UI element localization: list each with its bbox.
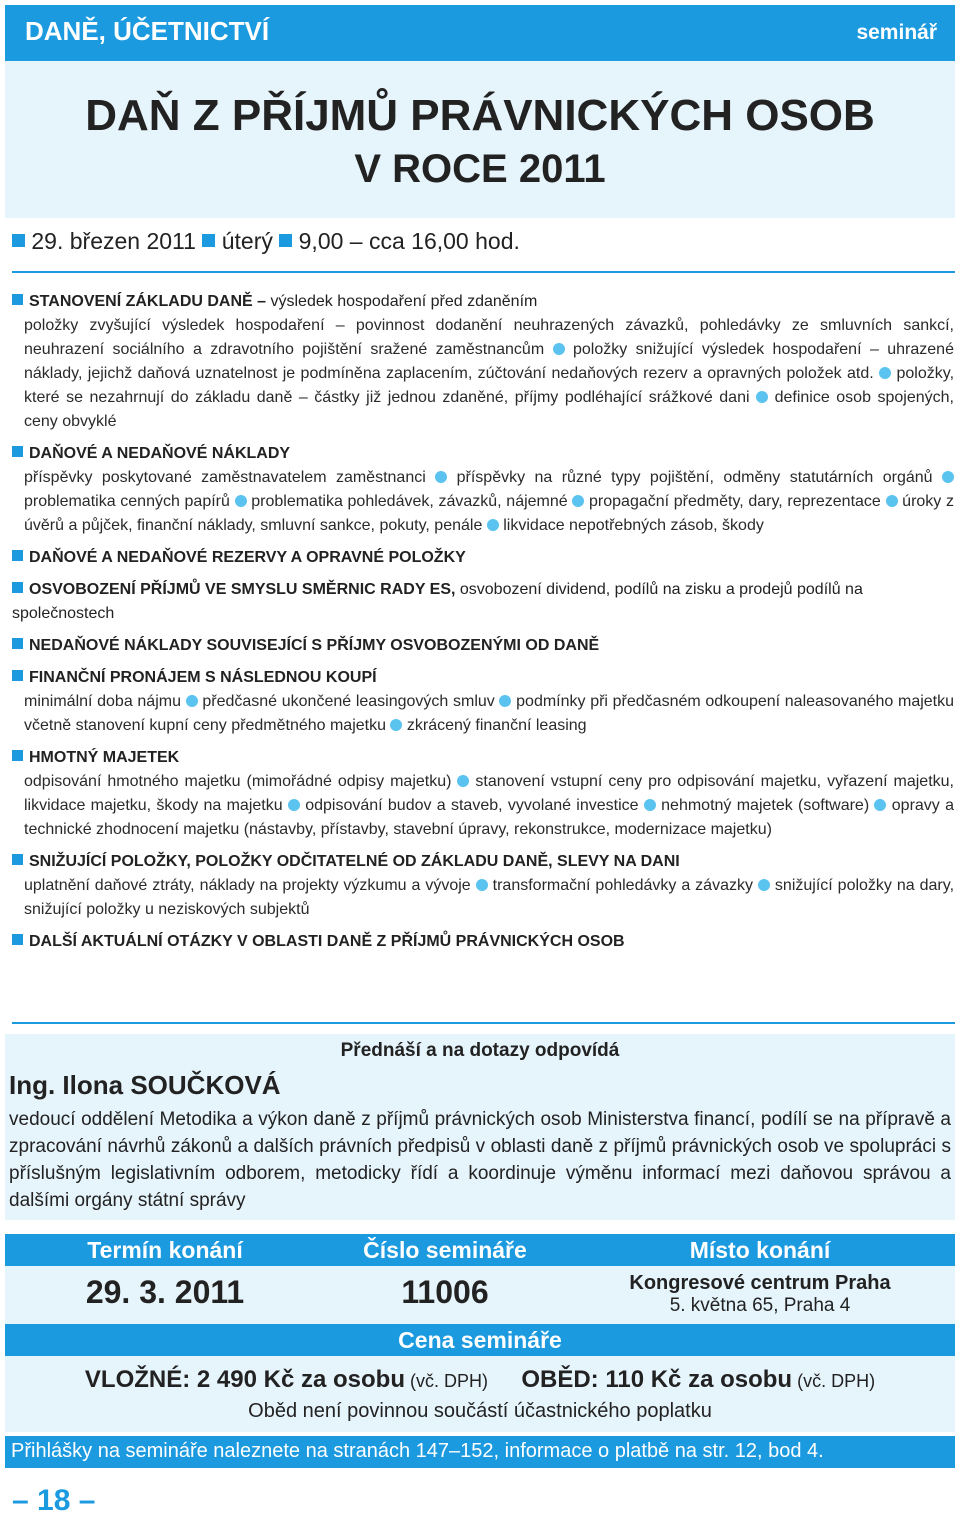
- square-bullet-icon: [12, 670, 23, 681]
- round-bullet-icon: [644, 799, 656, 811]
- round-bullet-icon: [235, 495, 247, 507]
- price-note: Oběd není povinnou součástí účastnického poplatku: [248, 1400, 712, 1422]
- round-bullet-icon: [288, 799, 300, 811]
- section-body: minimální doba nájmu předčasné ukončené leasingových smluv podmínky při předčasném odkoupení naleasovaného majetku včetně stanovení kupní ceny předmětného majetku zkrácený finanční leasing: [24, 693, 955, 734]
- square-bullet-icon: [12, 934, 23, 945]
- section-heading: SNIŽUJÍCÍ POLOŽKY, POLOŽKY ODČITATELNÉ OD ZÁKLADU DANĚ, SLEVY NA DANI: [29, 853, 680, 870]
- fee-value: VLOŽNÉ: 2 490 Kč za osobu: [84, 1366, 405, 1393]
- fee-note: (vč. DPH): [404, 1371, 488, 1391]
- price-header: [5, 1324, 955, 1356]
- price-body: [5, 1356, 955, 1432]
- section-heading: DALŠÍ AKTUÁLNÍ OTÁZKY V OBLASTI DANĚ Z PŘÍJMŮ PRÁVNICKÝCH OSOB: [29, 933, 625, 950]
- program: [12, 290, 954, 954]
- round-bullet-icon: [756, 391, 768, 403]
- section-body: odpisování hmotného majetku (mimořádné odpisy majetku) stanovení vstupní ceny pro odpisování majetku, vyřazení majetku, likvidace majetku, škody na majetku odpisování budov a staveb, vyvolané investice nehmotný majetek (software) opravy a technické zhodnocení majetku (nástavby, přístavby, stavební úpravy, rekonstrukce, modernizace majetku): [24, 773, 954, 838]
- square-bullet-icon: [12, 446, 23, 457]
- square-bullet-icon: [12, 638, 23, 649]
- square-bullet-icon: [12, 234, 25, 247]
- lunch-value: OBĚD: 110 Kč za osobu: [521, 1366, 793, 1393]
- square-bullet-icon: [12, 750, 23, 761]
- program-section: [12, 634, 954, 658]
- round-bullet-icon: [758, 879, 770, 891]
- round-bullet-icon: [476, 879, 488, 891]
- program-section: [12, 850, 954, 922]
- round-bullet-icon: [942, 471, 954, 483]
- page-subtitle: V ROCE 2011: [354, 147, 606, 191]
- venue-name: Kongresové centrum Praha: [629, 1272, 891, 1294]
- lecturer-description: vedoucí oddělení Metodika a výkon daně z příjmů právnických osob Ministerstva financí, podílí se na přípravě a zpracování návrhů zákonů a dalších právních předpisů v oblasti daně z příjmů právnických osob ve spolupráci s příslušným legislativním odborem, metodicky řídí a koordinuje výměnu informací mezi daňovou správou a dalšími orgány státní správy: [9, 1109, 951, 1211]
- title-block: [5, 61, 955, 218]
- footer-bar: [5, 1436, 955, 1468]
- lecturer-name: Ing. Ilona SOUČKOVÁ: [9, 1070, 281, 1100]
- seminar-number-label: Číslo semináře: [363, 1237, 527, 1263]
- round-bullet-icon: [553, 343, 565, 355]
- lecturer-label: Přednáší a na dotazy odpovídá: [340, 1040, 620, 1061]
- round-bullet-icon: [874, 799, 886, 811]
- venue-label: Místo konání: [689, 1237, 831, 1263]
- section-body: uplatnění daňové ztráty, náklady na projekty výzkumu a vývoje transformační pohledávky a závazky snižující položky na dary, snižující položky u neziskových subjektů: [24, 877, 955, 918]
- round-bullet-icon: [572, 495, 584, 507]
- section-heading: FINANČNÍ PRONÁJEM S NÁSLEDNOU KOUPÍ: [29, 669, 377, 686]
- program-section: [12, 442, 954, 538]
- event-date: 29. březen 2011: [31, 228, 196, 254]
- round-bullet-icon: [499, 695, 511, 707]
- section-heading: NEDAŇOVÉ NÁKLADY SOUVISEJÍCÍ S PŘÍJMY OSVOBOZENÝMI OD DANĚ: [29, 637, 600, 654]
- section-body: příspěvky poskytované zaměstnavatelem zaměstnanci příspěvky na různé typy pojištění, odměny statutárních orgánů problematika cenných papírů problematika pohledávek, závazků, nájemné propagační předměty, dary, reprezentace úroky z úvěrů a půjček, finanční náklady, smluvní sankce, pokuty, penále likvidace nepotřebných zásob, škody: [24, 469, 954, 534]
- square-bullet-icon: [12, 294, 23, 305]
- round-bullet-icon: [487, 519, 499, 531]
- info-header: [5, 1234, 955, 1266]
- price-label: Cena semináře: [398, 1327, 562, 1353]
- program-section: [12, 930, 954, 954]
- event-type-label: seminář: [856, 21, 937, 44]
- square-bullet-icon: [202, 234, 215, 247]
- header-bar: [5, 5, 955, 61]
- round-bullet-icon: [879, 367, 891, 379]
- registration-note: Přihlášky na semináře naleznete na stranách 147–152, informace o platbě na str. 12, bod 4.: [11, 1440, 824, 1462]
- info-body: [5, 1266, 955, 1324]
- term-label: Termín konání: [87, 1237, 243, 1263]
- section-heading: DAŇOVÉ A NEDAŇOVÉ REZERVY A OPRAVNÉ POLOŽKY: [29, 549, 466, 566]
- section-heading: HMOTNÝ MAJETEK: [29, 749, 180, 766]
- square-bullet-icon: [279, 234, 292, 247]
- section-heading: STANOVENÍ ZÁKLADU DANĚ –: [29, 293, 271, 310]
- divider: [12, 1022, 955, 1024]
- section-heading: DAŇOVÉ A NEDAŇOVÉ NÁKLADY: [29, 445, 291, 462]
- square-bullet-icon: [12, 550, 23, 561]
- program-section: [12, 546, 954, 570]
- page-number: – 18 –: [12, 1484, 96, 1517]
- term-value: 29. 3. 2011: [85, 1274, 245, 1310]
- price-row: [5, 1366, 955, 1394]
- page-title: DAŇ Z PŘÍJMŮ PRÁVNICKÝCH OSOB: [85, 91, 875, 140]
- round-bullet-icon: [435, 471, 447, 483]
- lecturer-box: [5, 1034, 955, 1220]
- event-day: úterý: [221, 228, 273, 254]
- section-heading: OSVOBOZENÍ PŘÍJMŮ VE SMYSLU SMĚRNIC RADY ES,: [29, 581, 456, 598]
- program-section: OSVOBOZENÍ PŘÍJMŮ VE SMYSLU SMĚRNIC RADY ES, osvobození dividend, podílů na zisku a prodejů podílů na společnostech: [12, 581, 863, 622]
- round-bullet-icon: [390, 719, 402, 731]
- venue-address: 5. května 65, Praha 4: [669, 1295, 851, 1316]
- event-time: 9,00 – cca 16,00 hod.: [298, 228, 520, 254]
- lunch-note: (vč. DPH): [792, 1371, 876, 1391]
- program-section: [12, 746, 954, 842]
- square-bullet-icon: [12, 854, 23, 865]
- round-bullet-icon: [886, 495, 898, 507]
- venue-value: [605, 1272, 915, 1317]
- dateline: [12, 228, 520, 255]
- round-bullet-icon: [186, 695, 198, 707]
- program-section: STANOVENÍ ZÁKLADU DANĚ – výsledek hospodaření před zdaněním položky zvyšující výsledek hospodaření – povinnost dodanění neuhrazených závazků, pohledávky ze smluvních sankcí, neuhrazení sociálního a zdravotního pojištění sražené zaměstnancům položky snižující výsledek hospodaření – uhrazené náklady, jejichž daňová uznatelnost je podmíněna zaplacením, zúčtování nedaňových rezerv a opravných položek atd. položky, které se nezahrnují do základu daně – částky již jednou zdaněné, příjmy podléhající srážkové dani definice osob spojených, ceny obvyklé: [12, 290, 954, 434]
- section-body: položky zvyšující výsledek hospodaření – povinnost dodanění neuhrazených závazků, pohledávky ze smluvních sankcí, neuhrazení sociálního a zdravotního pojištění sražené zaměstnancům položky snižující výsledek hospodaření – uhrazené náklady, jejichž daňová uznatelnost je podmíněna zaplacením, zúčtování nedaňových rezerv a opravných položek atd. položky, které se nezahrnují do základu daně – částky již jednou zdaněné, příjmy podléhající srážkové dani definice osob spojených, ceny obvyklé: [24, 317, 955, 430]
- program-section: [12, 666, 954, 738]
- divider: [12, 271, 955, 273]
- seminar-number-value: 11006: [401, 1274, 489, 1310]
- category-label: DANĚ, ÚČETNICTVÍ: [25, 16, 270, 46]
- square-bullet-icon: [12, 582, 23, 593]
- round-bullet-icon: [457, 775, 469, 787]
